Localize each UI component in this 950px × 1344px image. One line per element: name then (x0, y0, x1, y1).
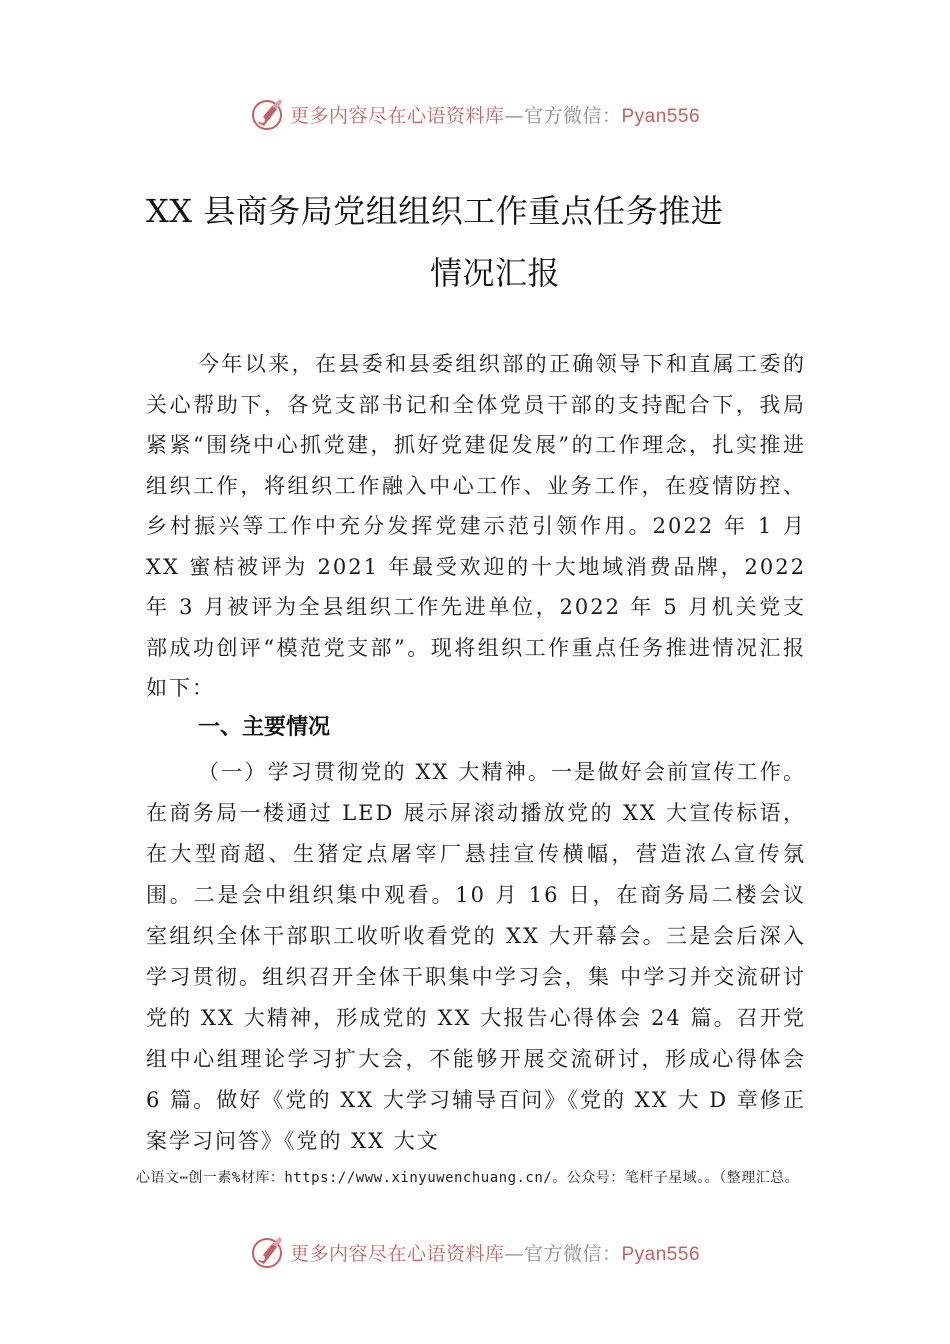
section-paragraph-1: （一）学习贯彻党的 XX 大精神。一是做好会前宣传工作。在商务局一楼通过 LED 展示屏滚动播放党的 XX 大宣传标语，在大型商超、生猪定点屠宰厂悬挂宣传横幅，营造浓厶宣传氛围。二是会中组织集中观看。10 月 16 日，在商务局二楼会议室组织全体干部职工收听收看党的 XX 大开幕会。三是会后深入学习贯彻。组织召开全体干职集中学习会，集 中学习并交流研讨党的 XX 大精神，形成党的 XX 大报告心得体会 24 篇。召开党组中心组理论学习扩大会，不能够开展交流研讨，形成心得体会 6 篇。做好《党的 XX 大学习辅导百问》《党的 XX 大 D 章修正案学习问答》《党的 XX 大文 (146, 760, 806, 1153)
document-title-line-1: XX 县商务局党组组织工作重点任务推进 (146, 192, 724, 230)
footer-watermark-banner (0, 1232, 950, 1272)
intro-paragraph: 今年以来，在县委和县委组织部的正确领导下和直属工委的关心帮助下，各党支部书记和全体党员干部的支持配合下，我局紧紧“围绕中心抓党建，抓好党建促发展”的工作理念，扎实推进组织工作，将组织工作融入中心工作、业务工作，在疫情防控、乡村振兴等工作中充分发挥党建示范引领作用。2022 年 1 月 XX 蜜桔被评为 2021 年最受欢迎的十大地域消费品牌，2022 年 3 月被评为全县组织工作先进单位，2022 年 5 月机关党支部成功创评“模范党支部”。现将组织工作重点任务推进情况汇报如下： (146, 352, 806, 700)
banner-text: 更多内容尽在心语资料库—官方微信：Pyan556 (289, 104, 701, 127)
banner-text: 更多内容尽在心语资料库—官方微信：Pyan556 (289, 1242, 701, 1265)
section-heading-main-situation: 一、主要情况 (198, 715, 331, 740)
header-watermark-banner (0, 94, 950, 134)
pen-logo-icon (250, 1234, 286, 1270)
source-footer-note: 心语文⋯创一素%材库：https://www.xinyuwenchuang.cn/。公众号：笔杆子星域。。（整理汇总。 (136, 1170, 800, 1186)
pen-logo-icon (250, 96, 286, 132)
document-title-line-2: 情况汇报 (429, 254, 560, 292)
